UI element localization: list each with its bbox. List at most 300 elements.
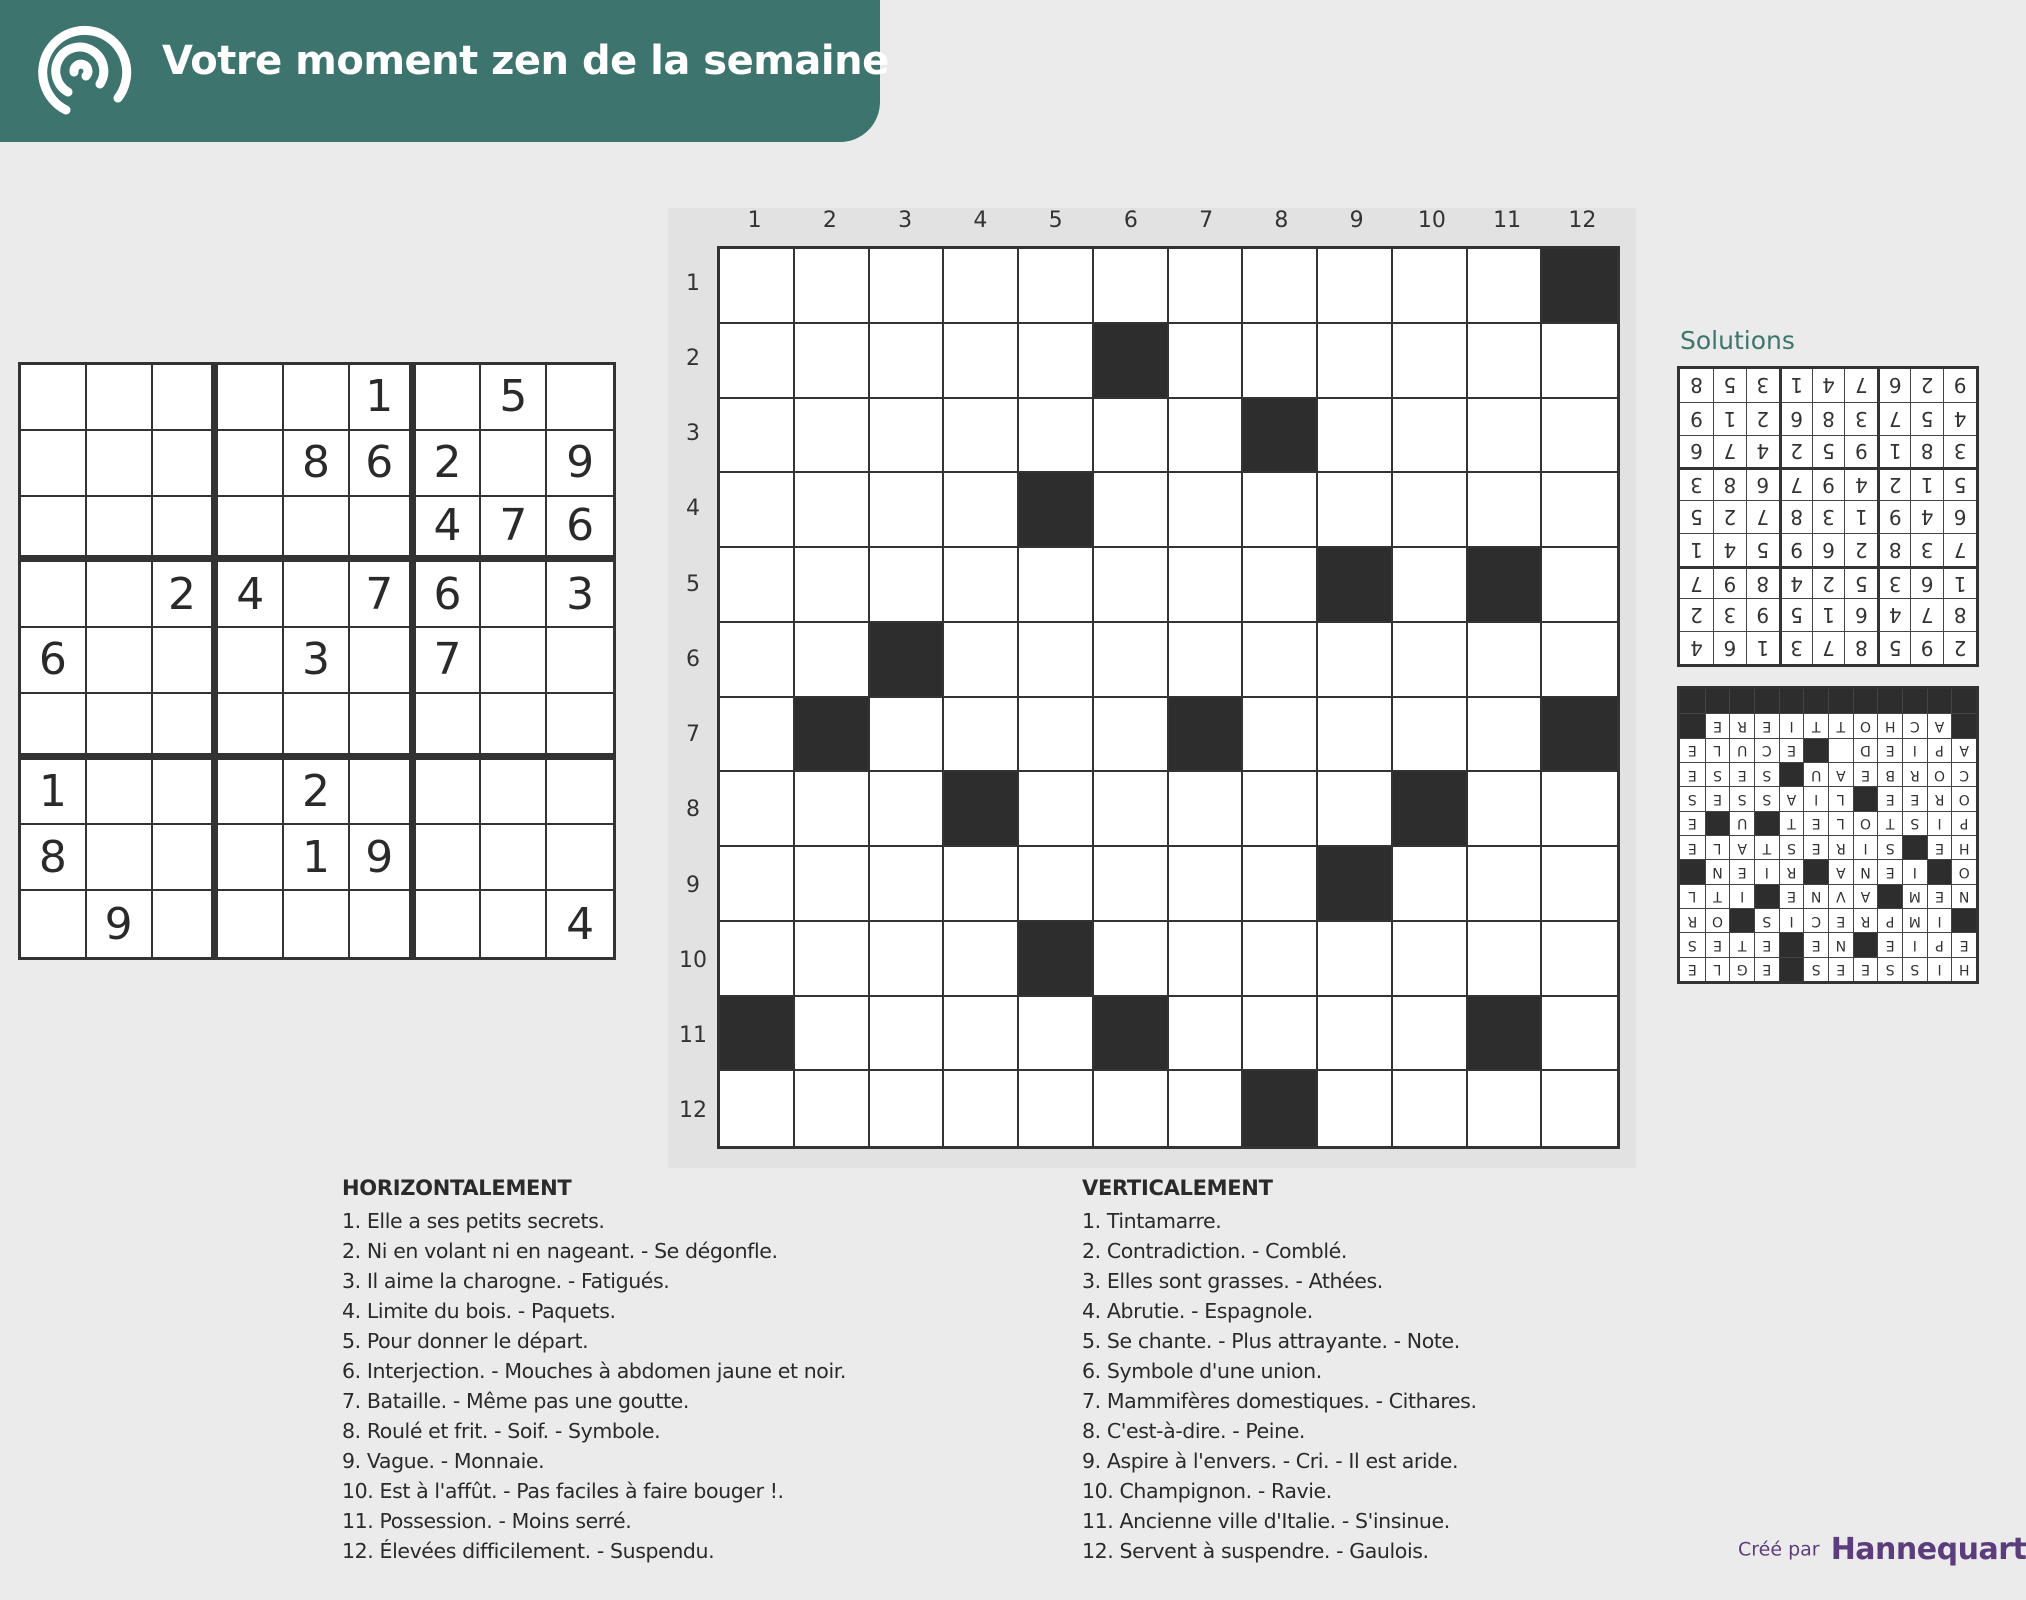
crossword-solution-cell: T [1828, 713, 1853, 737]
sudoku-solution-cell: 4 [1779, 566, 1812, 599]
sudoku-cell [21, 562, 87, 628]
crossword-solution-cell: P [1927, 932, 1952, 956]
crossword-solution-cell: S [1877, 957, 1902, 981]
crossword-solution-cell: E [1680, 811, 1705, 835]
sudoku-solution-cell: 5 [1910, 402, 1943, 435]
sudoku-solution-cell: 6 [1812, 533, 1845, 566]
crossword-cell [1019, 997, 1094, 1072]
sudoku-solution-cell: 1 [1713, 402, 1746, 435]
crossword-solution-cell: E [1680, 957, 1705, 981]
crossword-cell [870, 997, 945, 1072]
crossword-solution-cell: S [1902, 957, 1927, 981]
sudoku-cell [21, 365, 87, 431]
crossword-cell [1169, 772, 1244, 847]
crossword-solution-cell: U [1803, 762, 1828, 786]
crossword-solution-cell: P [1927, 738, 1952, 762]
crossword-solution-black-cell [1951, 689, 1976, 713]
crossword-black-cell [1094, 324, 1169, 399]
sudoku-cell [153, 628, 219, 694]
crossword-cell [1243, 772, 1318, 847]
horizontal-clue: 10. Est à l'affût. - Pas faciles à faire bouger !. [342, 1479, 784, 1503]
crossword-cell [1318, 772, 1393, 847]
crossword-cell [795, 249, 870, 324]
crossword-cell [870, 1071, 945, 1146]
crossword-black-cell [1318, 847, 1393, 922]
crossword-cell [1019, 1071, 1094, 1146]
crossword-cell [1019, 623, 1094, 698]
vertical-clues-heading: VERTICALEMENT [1082, 1176, 1273, 1200]
crossword-cell [944, 473, 1019, 548]
crossword-solution-black-cell [1803, 738, 1828, 762]
sudoku-cell: 9 [350, 825, 416, 891]
crossword-cell [795, 922, 870, 997]
crossword-solution-black-cell [1779, 957, 1804, 981]
crossword-cell [1542, 623, 1617, 698]
horizontal-clue: 3. Il aime la charogne. - Fatigués. [342, 1269, 670, 1293]
crossword-cell [870, 847, 945, 922]
sudoku-cell [218, 891, 284, 957]
crossword-row-number: 2 [686, 345, 700, 371]
crossword-solution-cell: E [1803, 932, 1828, 956]
crossword-cell [1094, 1071, 1169, 1146]
crossword-cell [1243, 847, 1318, 922]
crossword-solution-cell: N [1951, 884, 1976, 908]
sudoku-cell: 5 [481, 365, 547, 431]
sudoku-solution-cell: 4 [1812, 369, 1845, 402]
crossword-cell [1393, 847, 1468, 922]
sudoku-cell [416, 891, 482, 957]
crossword-row-number: 5 [686, 571, 700, 597]
crossword-cell [720, 847, 795, 922]
sudoku-solution-cell: 3 [1877, 566, 1910, 599]
concentric-arcs-icon [28, 26, 134, 120]
crossword-cell [1393, 473, 1468, 548]
sudoku-solution-cell: 1 [1844, 500, 1877, 533]
crossword-solution-cell: R [1828, 835, 1853, 859]
sudoku-solution-cell: 5 [1713, 369, 1746, 402]
crossword-solution-black-cell [1853, 932, 1878, 956]
sudoku-cell [284, 365, 350, 431]
crossword-cell [870, 548, 945, 623]
crossword-solution-cell: H [1951, 957, 1976, 981]
crossword-solution-cell: U [1729, 738, 1754, 762]
horizontal-clue: 11. Possession. - Moins serré. [342, 1509, 632, 1533]
crossword-solution-cell: S [1754, 786, 1779, 810]
crossword-black-cell [1094, 997, 1169, 1072]
crossword-cell [1019, 772, 1094, 847]
sudoku-solution-cell: 7 [1812, 631, 1845, 664]
crossword-row-number: 6 [686, 646, 700, 672]
vertical-clue: 4. Abrutie. - Espagnole. [1082, 1299, 1313, 1323]
sudoku-cell [350, 497, 416, 563]
crossword-solution-cell: T [1779, 811, 1804, 835]
crossword-solution-cell: S [1754, 762, 1779, 786]
sudoku-solution-cell: 6 [1779, 402, 1812, 435]
crossword-row-number: 12 [679, 1098, 707, 1124]
crossword-cell [1169, 399, 1244, 474]
crossword-solution-cell: M [1902, 884, 1927, 908]
brand-logo: Hannequart [1830, 1532, 2026, 1567]
vertical-clue: 5. Se chante. - Plus attrayante. - Note. [1082, 1329, 1460, 1353]
crossword-cell [1318, 922, 1393, 997]
crossword-cell [795, 847, 870, 922]
sudoku-cell [350, 891, 416, 957]
horizontal-clues [342, 1176, 846, 1566]
sudoku-solution-cell: 5 [1943, 467, 1976, 500]
crossword-solution-cell: E [1680, 762, 1705, 786]
crossword-row-number: 1 [686, 270, 700, 296]
crossword-solution-cell: I [1902, 859, 1927, 883]
crossword-solution-cell: L [1828, 811, 1853, 835]
sudoku-solution-cell: 2 [1746, 402, 1779, 435]
sudoku-solution-cell: 5 [1844, 566, 1877, 599]
crossword-cell [1542, 399, 1617, 474]
sudoku-solution-cell: 1 [1746, 631, 1779, 664]
crossword-solution-cell: S [1779, 835, 1804, 859]
sudoku-cell [547, 825, 613, 891]
crossword-cell [720, 922, 795, 997]
sudoku-cell [416, 365, 482, 431]
crossword-cell [1243, 249, 1318, 324]
crossword-cell [1542, 847, 1617, 922]
crossword-black-cell [870, 623, 945, 698]
crossword-cell [1542, 997, 1617, 1072]
crossword-solution-cell: E [1779, 884, 1804, 908]
crossword-cell [1393, 399, 1468, 474]
crossword-solution-cell: E [1705, 713, 1730, 737]
crossword-cell [795, 623, 870, 698]
crossword-cell [870, 324, 945, 399]
crossword-solution-cell: E [1902, 786, 1927, 810]
vertical-clue: 7. Mammifères domestiques. - Cithares. [1082, 1389, 1477, 1413]
crossword-solution-black-cell [1754, 811, 1779, 835]
sudoku-solution-cell: 8 [1877, 533, 1910, 566]
crossword-solution-cell: N [1853, 859, 1878, 883]
sudoku-solution-cell: 5 [1680, 500, 1713, 533]
sudoku-solution-cell: 8 [1812, 402, 1845, 435]
crossword-cell [1094, 847, 1169, 922]
horizontal-clue: 1. Elle a ses petits secrets. [342, 1209, 605, 1233]
sudoku-cell [218, 431, 284, 497]
sudoku-solution-cell: 6 [1713, 631, 1746, 664]
crossword-cell [944, 922, 1019, 997]
crossword-solution-cell: A [1853, 884, 1878, 908]
crossword-column-number: 6 [1123, 208, 1138, 233]
crossword-cell [1019, 324, 1094, 399]
crossword-cell [1393, 548, 1468, 623]
crossword-cell [1318, 473, 1393, 548]
crossword-solution-cell: O [1927, 762, 1952, 786]
credit [1738, 1532, 2026, 1567]
sudoku-cell [21, 497, 87, 563]
crossword-cell [1542, 473, 1617, 548]
sudoku-solution-cell: 1 [1812, 598, 1845, 631]
crossword-cell [944, 997, 1019, 1072]
crossword-cell [1094, 623, 1169, 698]
crossword-cell [720, 399, 795, 474]
sudoku-solution-cell: 2 [1713, 500, 1746, 533]
crossword-solution-black-cell [1877, 884, 1902, 908]
sudoku-cell: 8 [284, 431, 350, 497]
crossword-solution-black-cell [1705, 811, 1730, 835]
sudoku-cell [481, 431, 547, 497]
sudoku-cell [218, 694, 284, 760]
vertical-clue: 3. Elles sont grasses. - Athées. [1082, 1269, 1383, 1293]
sudoku-solution-cell: 8 [1713, 467, 1746, 500]
sudoku-solution-cell: 1 [1910, 467, 1943, 500]
crossword-solution-cell: T [1877, 811, 1902, 835]
crossword-solution-cell [1828, 738, 1853, 762]
sudoku-solution-cell: 3 [1680, 467, 1713, 500]
crossword-cell [1243, 548, 1318, 623]
crossword-cell [795, 473, 870, 548]
crossword-solution-black-cell [1705, 689, 1730, 713]
crossword-solution-cell: E [1680, 738, 1705, 762]
crossword-black-cell [1468, 548, 1543, 623]
crossword-solution-cell: T [1729, 932, 1754, 956]
crossword-solution-cell: P [1877, 908, 1902, 932]
sudoku-cell: 4 [566, 898, 595, 950]
crossword-black-cell [1169, 698, 1244, 773]
horizontal-clue: 12. Élevées difficilement. - Suspendu. [342, 1539, 715, 1563]
sudoku-cell [481, 628, 547, 694]
credit-prefix: Créé par [1738, 1538, 1820, 1561]
crossword-black-cell [1542, 249, 1617, 324]
sudoku-cell [481, 562, 547, 628]
crossword-cell [795, 324, 870, 399]
sudoku-cell [153, 825, 219, 891]
vertical-clue: 10. Champignon. - Ravie. [1082, 1479, 1332, 1503]
crossword-solution-cell: R [1729, 713, 1754, 737]
sudoku-cell [350, 694, 416, 760]
sudoku-cell [547, 365, 613, 431]
sudoku-cell: 7 [416, 628, 482, 694]
vertical-clue: 12. Servent à suspendre. - Gaulois. [1082, 1539, 1429, 1563]
sudoku-cell [87, 825, 153, 891]
sudoku-cell: 6 [21, 628, 87, 694]
crossword-cell [1169, 548, 1244, 623]
crossword-black-cell [1243, 1071, 1318, 1146]
sudoku-cell: 1 [21, 760, 87, 826]
sudoku-cell [218, 628, 284, 694]
sudoku-cell [416, 825, 482, 891]
sudoku-solution-cell: 5 [1812, 435, 1845, 468]
crossword-row-number: 10 [679, 947, 707, 973]
sudoku-solution-cell: 6 [1844, 598, 1877, 631]
crossword-solution-cell: G [1729, 957, 1754, 981]
sudoku-cell [481, 825, 547, 891]
sudoku-cell [153, 365, 219, 431]
crossword-cell [1243, 623, 1318, 698]
crossword-cell [1318, 997, 1393, 1072]
crossword-cell [870, 473, 945, 548]
sudoku-solution-cell: 4 [1943, 402, 1976, 435]
sudoku-cell: 2 [416, 431, 482, 497]
sudoku-cell: 9 [547, 431, 613, 497]
sudoku-solution-cell: 2 [1812, 566, 1845, 599]
crossword-solution-cell: E [1754, 713, 1779, 737]
crossword-solution-cell: H [1877, 713, 1902, 737]
sudoku-solution-cell: 2 [1844, 533, 1877, 566]
crossword-solution-cell: R [1853, 908, 1878, 932]
sudoku-solution-grid [1677, 366, 1979, 667]
horizontal-clue: 2. Ni en volant ni en nageant. - Se dégonfle. [342, 1239, 778, 1263]
solutions-title: Solutions [1680, 326, 1795, 355]
crossword-cell [720, 249, 795, 324]
crossword-solution-cell: I [1927, 908, 1952, 932]
crossword-cell [944, 698, 1019, 773]
sudoku-cell [350, 760, 416, 826]
sudoku-cell: 6 [416, 562, 482, 628]
crossword-solution-cell: S [1705, 762, 1730, 786]
crossword-cell [720, 772, 795, 847]
crossword-solution-cell: E [1927, 884, 1952, 908]
header-banner [0, 0, 889, 142]
crossword-solution-cell: R [1680, 908, 1705, 932]
crossword-cell [1243, 997, 1318, 1072]
crossword-solution-black-cell [1877, 689, 1902, 713]
crossword-solution-black-cell [1680, 859, 1705, 883]
page-title: Votre moment zen de la semaine [162, 38, 889, 84]
crossword-cell [870, 922, 945, 997]
crossword-solution-black-cell [1828, 689, 1853, 713]
sudoku-solution-cell: 9 [1812, 467, 1845, 500]
sudoku-cell [416, 694, 482, 760]
crossword-solution-cell: M [1902, 908, 1927, 932]
crossword-cell [1094, 922, 1169, 997]
sudoku-solution-cell: 6 [1680, 435, 1713, 468]
crossword-black-cell [1468, 997, 1543, 1072]
crossword-cell [1468, 1071, 1543, 1146]
crossword-cell [1094, 548, 1169, 623]
sudoku-solution-cell: 7 [1713, 435, 1746, 468]
crossword-cell [1019, 249, 1094, 324]
crossword-solution-cell: O [1853, 713, 1878, 737]
crossword-solution-cell: R [1779, 859, 1804, 883]
crossword-cell [1169, 922, 1244, 997]
crossword-solution-black-cell [1779, 689, 1804, 713]
sudoku-cell [87, 628, 153, 694]
crossword-solution-black-cell [1902, 835, 1927, 859]
crossword-row-number: 8 [686, 797, 700, 823]
sudoku-solution-cell: 4 [1746, 435, 1779, 468]
crossword-solution-cell: D [1853, 738, 1878, 762]
sudoku-cell: 8 [21, 825, 87, 891]
sudoku-cell [416, 760, 482, 826]
crossword-solution-cell: N [1705, 859, 1730, 883]
sudoku-solution-cell: 8 [1910, 435, 1943, 468]
crossword-cell [1243, 922, 1318, 997]
sudoku-solution-cell: 7 [1844, 369, 1877, 402]
crossword-solution-cell: E [1877, 786, 1902, 810]
crossword-column-number: 11 [1493, 208, 1522, 233]
crossword-cell [944, 623, 1019, 698]
sudoku-cell [218, 760, 284, 826]
crossword-solution-cell: T [1754, 835, 1779, 859]
sudoku-cell [153, 431, 219, 497]
crossword-solution-grid [1677, 686, 1979, 984]
sudoku-cell [481, 760, 547, 826]
crossword-row-number: 3 [686, 421, 700, 447]
sudoku-solution-cell: 1 [1877, 435, 1910, 468]
crossword-cell [1019, 847, 1094, 922]
crossword-solution-cell: E [1803, 835, 1828, 859]
crossword-solution-cell: C [1803, 908, 1828, 932]
crossword-solution-cell: A [1828, 762, 1853, 786]
sudoku-solution-cell: 3 [1910, 533, 1943, 566]
crossword-solution-cell: I [1779, 908, 1804, 932]
crossword-solution-cell: E [1853, 762, 1878, 786]
crossword-black-cell [1318, 548, 1393, 623]
crossword-column-number: 5 [1048, 208, 1063, 233]
sudoku-solution-cell: 8 [1690, 373, 1703, 398]
sudoku-cell [350, 628, 416, 694]
sudoku-cell [284, 497, 350, 563]
crossword-solution-cell: S [1754, 908, 1779, 932]
crossword-solution-black-cell [1779, 932, 1804, 956]
sudoku-cell [547, 694, 613, 760]
sudoku-cell [21, 694, 87, 760]
crossword-cell [720, 623, 795, 698]
crossword-solution-cell: H [1951, 835, 1976, 859]
crossword-solution-cell: A [1951, 738, 1976, 762]
crossword-cell [720, 698, 795, 773]
crossword-solution-black-cell [1803, 689, 1828, 713]
crossword-cell [1243, 698, 1318, 773]
crossword-cell [1169, 847, 1244, 922]
crossword-solution-black-cell [1803, 859, 1828, 883]
crossword-solution-cell: E [1754, 957, 1779, 981]
crossword-cell [795, 772, 870, 847]
crossword-cell [1318, 698, 1393, 773]
sudoku-solution-cell: 2 [1779, 435, 1812, 468]
sudoku-solution-cell: 7 [1877, 402, 1910, 435]
crossword-solution-cell: E [1951, 932, 1976, 956]
crossword-solution-cell: I [1902, 932, 1927, 956]
sudoku-solution-cell: 1 [1779, 369, 1812, 402]
sudoku-solution-cell: 5 [1877, 631, 1910, 664]
crossword-solution-cell: A [1779, 786, 1804, 810]
crossword-cell [944, 399, 1019, 474]
sudoku-solution-cell: 4 [1844, 467, 1877, 500]
crossword-solution-cell: L [1705, 738, 1730, 762]
crossword-solution-cell: S [1680, 786, 1705, 810]
sudoku-cell [87, 760, 153, 826]
crossword-solution-cell: L [1680, 884, 1705, 908]
crossword-black-cell [1542, 698, 1617, 773]
crossword-solution-cell: C [1902, 713, 1927, 737]
crossword-cell [1393, 324, 1468, 399]
crossword-cell [1542, 548, 1617, 623]
crossword-solution-cell: E [1877, 932, 1902, 956]
sudoku-solution-cell: 6 [1746, 467, 1779, 500]
crossword-cell [944, 548, 1019, 623]
crossword-solution-cell: N [1828, 932, 1853, 956]
crossword-cell [1468, 772, 1543, 847]
crossword-cell [1318, 623, 1393, 698]
horizontal-clue-list [342, 1206, 846, 1566]
sudoku-solution-cell: 5 [1779, 598, 1812, 631]
sudoku-solution-cell: 9 [1746, 598, 1779, 631]
crossword-solution-black-cell [1754, 884, 1779, 908]
sudoku-solution-cell: 2 [1680, 598, 1713, 631]
crossword-solution-black-cell [1729, 689, 1754, 713]
crossword-cell [870, 399, 945, 474]
crossword-cell [1468, 473, 1543, 548]
crossword-solution-cell: B [1877, 762, 1902, 786]
crossword-cell [1393, 922, 1468, 997]
sudoku-cell: 2 [284, 760, 350, 826]
